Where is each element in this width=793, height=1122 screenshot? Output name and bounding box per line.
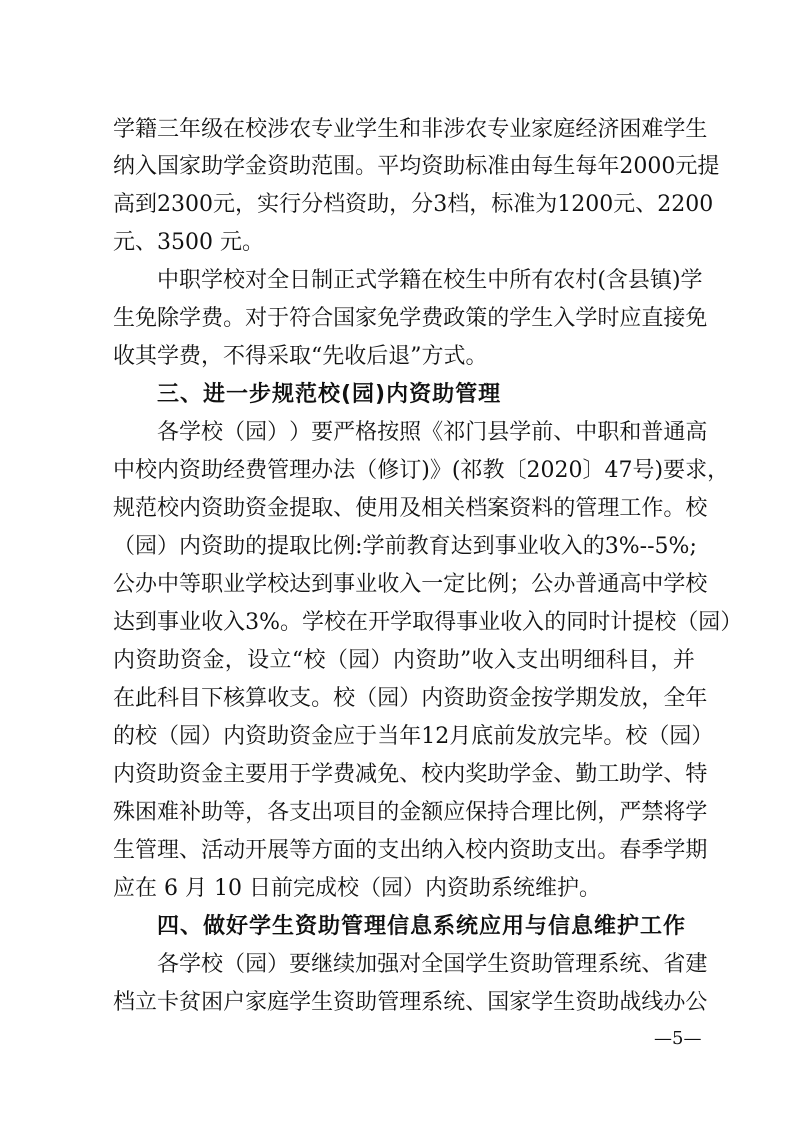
body-text-line: 收其学费，不得采取“先收后退”方式。: [113, 344, 488, 369]
body-text-line: 应在 6 月 10 日前完成校（园）内资助系统维护。: [113, 876, 601, 901]
body-text-line: 内 资 助 资 金 主 要 用 于 学 费 减 免 、 校 内 奖 助 学 金 、 勤 工 助 学 、 特: [113, 762, 708, 787]
body-text-line: 中 校 内 资 助 经 费 管 理 办 法 （ 修 订 ) 》 ( 祁 教 〔 2 0 2 0 〕 4 7 号 ) 要 求 ，: [113, 458, 730, 483]
body-text-line: （ 园 ） 内 资 助 的 提 取 比 例 : 学 前 教 育 达 到 事 业 收 入 的 3 % - - 5 % ;: [113, 534, 697, 559]
body-text-line: 公 办 中 等 职 业 学 校 达 到 事 业 收 入 一 定 比 例 ； 公 办 普 通 高 中 学 校: [113, 572, 708, 597]
section-heading: 四、做好学生资助管理信息系统应用与信息维护工作: [157, 914, 687, 939]
body-text-line: 殊 困 难 补 助 等 ， 各 支 出 项 目 的 金 额 应 保 持 合 理 比 例 ， 严 禁 将 学: [113, 800, 708, 825]
body-text-line: 达 到 事 业 收 入 3 % 。 学 校 在 开 学 取 得 事 业 收 入 的 同 时 计 提 校 （ 园 ）: [113, 610, 743, 635]
body-text-line: 元、3500 元。: [113, 230, 264, 255]
body-text-line: 中 职 学 校 对 全 日 制 正 式 学 籍 在 校 生 中 所 有 农 村 ( 含 县 镇 ) 学: [157, 268, 703, 293]
body-text-line: 的 校 （ 园 ） 内 资 助 资 金 应 于 当 年 1 2 月 底 前 发 放 完 毕 。 校 （ 园 ）: [113, 724, 714, 749]
body-text-line: 高 到 2 3 0 0 元 ， 实 行 分 档 资 助 ， 分 3 档 ， 标 准 为 1 2 0 0 元 、 2 2 0 0: [113, 192, 714, 217]
body-text-line: 生 管 理 、 活 动 开 展 等 方 面 的 支 出 纳 入 校 内 资 助 支 出 。 春 季 学 期: [113, 838, 708, 863]
page-number: —5—: [654, 1028, 702, 1049]
body-text-line: 各 学 校 （ 园 ） 要 继 续 加 强 对 全 国 学 生 资 助 管 理 系 统 、 省 建: [157, 952, 708, 977]
body-text-line: 档 立 卡 贫 困 户 家 庭 学 生 资 助 管 理 系 统 、 国 家 学 生 资 助 战 线 办 公: [113, 990, 708, 1015]
body-text-line: 内 资 助 资 金 ， 设 立 “ 校 （ 园 ） 内 资 助 ” 收 入 支 出 明 细 科 目 ， 并: [113, 648, 695, 673]
section-heading: 三、进一步规范校(园)内资助管理: [157, 382, 502, 407]
body-text-line: 规 范 校 内 资 助 资 金 提 取 、 使 用 及 相 关 档 案 资 料 的 管 理 工 作 。 校: [113, 496, 708, 521]
body-text-line: 学 籍 三 年 级 在 校 涉 农 专 业 学 生 和 非 涉 农 专 业 家 庭 经 济 困 难 学 生: [113, 117, 708, 142]
body-text-line: 各 学 校 （ 园 ） ） 要 严 格 按 照 《 祁 门 县 学 前 、 中 职 和 普 通 高: [157, 420, 708, 445]
body-text-line: 生 免 除 学 费 。 对 于 符 合 国 家 免 学 费 政 策 的 学 生 入 学 时 应 直 接 免: [113, 306, 708, 331]
body-text-line: 纳 入 国 家 助 学 金 资 助 范 围 。 平 均 资 助 标 准 由 每 生 每 年 2 0 0 0 元 提: [113, 154, 720, 179]
body-text-line: 在 此 科 目 下 核 算 收 支 。 校 （ 园 ） 内 资 助 资 金 按 学 期 发 放 ， 全 年: [113, 686, 708, 711]
